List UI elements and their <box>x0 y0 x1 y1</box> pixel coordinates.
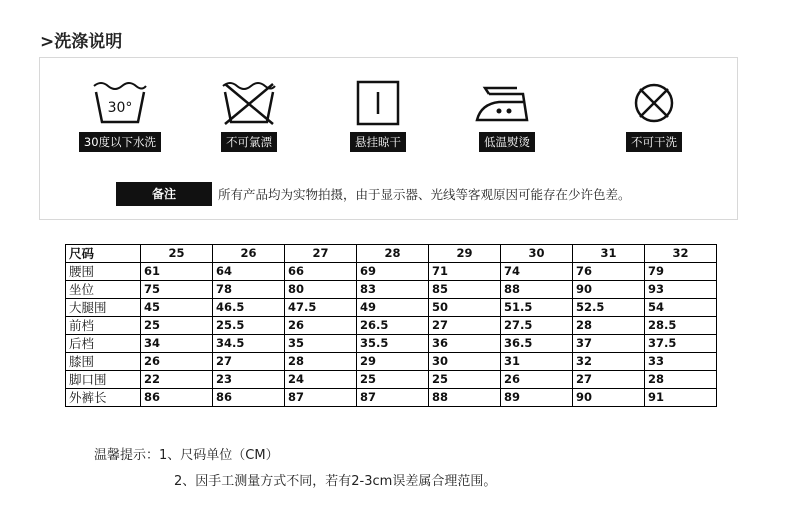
care-item-bleach <box>201 80 297 152</box>
table-cell: 33 <box>645 353 717 371</box>
remark-row <box>116 182 631 206</box>
care-item-dry <box>330 80 426 152</box>
header-cell: 26 <box>213 245 285 263</box>
table-cell: 31 <box>501 353 573 371</box>
table-cell: 25 <box>429 371 501 389</box>
table-cell: 23 <box>213 371 285 389</box>
header-cell: 32 <box>645 245 717 263</box>
table-cell: 61 <box>141 263 213 281</box>
remark-tag: 备注 <box>116 182 212 206</box>
care-label: 不可氯漂 <box>221 132 277 152</box>
table-cell: 71 <box>429 263 501 281</box>
table-cell: 35.5 <box>357 335 429 353</box>
table-cell: 28 <box>285 353 357 371</box>
no-dry-clean-icon <box>624 80 684 126</box>
table-cell: 32 <box>573 353 645 371</box>
table-cell: 86 <box>141 389 213 407</box>
table-cell: 47.5 <box>285 299 357 317</box>
table-cell: 25 <box>141 317 213 335</box>
table-row <box>66 263 717 281</box>
table-row <box>66 353 717 371</box>
table-cell: 91 <box>645 389 717 407</box>
header-cell: 28 <box>357 245 429 263</box>
table-cell: 90 <box>573 281 645 299</box>
table-cell: 86 <box>213 389 285 407</box>
table-cell: 87 <box>285 389 357 407</box>
table-cell: 88 <box>429 389 501 407</box>
care-label: 悬挂晾干 <box>350 132 406 152</box>
tip-line-tolerance: 2、因手工测量方式不同，若有2-3cm误差属合理范围。 <box>174 474 497 489</box>
wash-temperature: 30° <box>107 100 133 116</box>
table-cell: 28.5 <box>645 317 717 335</box>
care-item-iron <box>459 80 555 152</box>
table-cell: 26.5 <box>357 317 429 335</box>
no-bleach-icon <box>219 80 279 126</box>
care-item-wash <box>72 80 168 152</box>
table-cell: 52.5 <box>573 299 645 317</box>
care-instructions-panel <box>39 57 738 220</box>
care-label: 不可干洗 <box>626 132 682 152</box>
table-row <box>66 281 717 299</box>
row-label: 膝围 <box>66 353 141 371</box>
care-label: 低温熨烫 <box>479 132 535 152</box>
table-cell: 90 <box>573 389 645 407</box>
table-cell: 35 <box>285 335 357 353</box>
table-cell: 45 <box>141 299 213 317</box>
table-row <box>66 299 717 317</box>
table-cell: 36.5 <box>501 335 573 353</box>
table-cell: 27.5 <box>501 317 573 335</box>
table-row <box>66 335 717 353</box>
table-cell: 87 <box>357 389 429 407</box>
table-cell: 54 <box>645 299 717 317</box>
table-cell: 46.5 <box>213 299 285 317</box>
table-row <box>66 371 717 389</box>
table-cell: 64 <box>213 263 285 281</box>
table-cell: 24 <box>285 371 357 389</box>
table-cell: 25 <box>357 371 429 389</box>
table-cell: 50 <box>429 299 501 317</box>
table-row <box>66 317 717 335</box>
table-cell: 26 <box>501 371 573 389</box>
tip-line-unit: 温馨提示：1、尺码单位（CM） <box>94 448 279 463</box>
table-cell: 27 <box>429 317 501 335</box>
table-cell: 88 <box>501 281 573 299</box>
header-cell: 27 <box>285 245 357 263</box>
table-cell: 76 <box>573 263 645 281</box>
header-cell: 29 <box>429 245 501 263</box>
header-cell: 25 <box>141 245 213 263</box>
row-label: 后档 <box>66 335 141 353</box>
wash-30-icon <box>90 80 150 126</box>
row-label: 坐位 <box>66 281 141 299</box>
header-cell: 31 <box>573 245 645 263</box>
table-cell: 37.5 <box>645 335 717 353</box>
table-cell: 22 <box>141 371 213 389</box>
row-label: 腰围 <box>66 263 141 281</box>
section-title: >洗涤说明 <box>40 32 123 52</box>
table-cell: 66 <box>285 263 357 281</box>
table-cell: 51.5 <box>501 299 573 317</box>
table-cell: 85 <box>429 281 501 299</box>
table-cell: 29 <box>357 353 429 371</box>
table-cell: 25.5 <box>213 317 285 335</box>
row-label: 脚口围 <box>66 371 141 389</box>
table-cell: 27 <box>213 353 285 371</box>
table-cell: 89 <box>501 389 573 407</box>
table-cell: 28 <box>645 371 717 389</box>
table-cell: 78 <box>213 281 285 299</box>
row-label: 前档 <box>66 317 141 335</box>
care-item-dryclean <box>606 80 702 152</box>
table-cell: 93 <box>645 281 717 299</box>
table-header-row <box>66 245 717 263</box>
table-cell: 79 <box>645 263 717 281</box>
row-label: 大腿围 <box>66 299 141 317</box>
table-row <box>66 389 717 407</box>
table-cell: 37 <box>573 335 645 353</box>
table-cell: 80 <box>285 281 357 299</box>
table-cell: 74 <box>501 263 573 281</box>
row-label: 外裤长 <box>66 389 141 407</box>
table-cell: 34 <box>141 335 213 353</box>
table-cell: 34.5 <box>213 335 285 353</box>
table-cell: 49 <box>357 299 429 317</box>
header-cell: 30 <box>501 245 573 263</box>
iron-low-icon <box>475 80 539 126</box>
table-cell: 28 <box>573 317 645 335</box>
table-cell: 27 <box>573 371 645 389</box>
care-label: 30度以下水洗 <box>79 132 161 152</box>
table-cell: 36 <box>429 335 501 353</box>
header-cell: 尺码 <box>66 245 141 263</box>
table-cell: 83 <box>357 281 429 299</box>
table-cell: 75 <box>141 281 213 299</box>
hang-dry-icon <box>348 80 408 126</box>
table-cell: 69 <box>357 263 429 281</box>
size-table <box>65 244 717 407</box>
table-cell: 26 <box>141 353 213 371</box>
remark-text: 所有产品均为实物拍摄，由于显示器、光线等客观原因可能存在少许色差。 <box>218 187 631 202</box>
table-cell: 26 <box>285 317 357 335</box>
table-cell: 30 <box>429 353 501 371</box>
